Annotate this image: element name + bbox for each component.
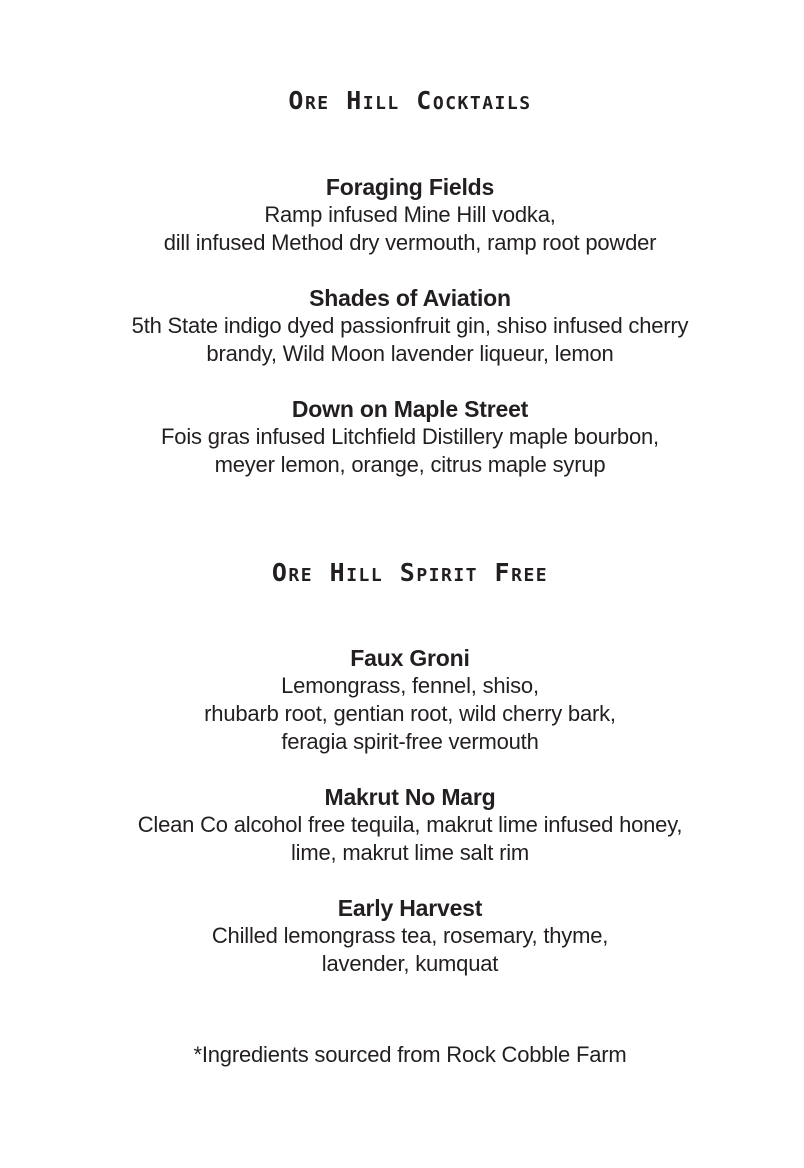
item-desc-line: feragia spirit-free vermouth bbox=[281, 729, 539, 754]
item-description bbox=[0, 672, 804, 756]
item-description bbox=[0, 312, 804, 368]
item-description bbox=[0, 201, 804, 257]
menu-item-foraging-fields bbox=[0, 173, 804, 257]
item-name: Makrut No Marg bbox=[324, 784, 496, 810]
menu-item-shades-of-aviation bbox=[0, 284, 804, 368]
item-name: Foraging Fields bbox=[325, 174, 495, 200]
item-desc-line: Chilled lemongrass tea, rosemary, thyme, bbox=[211, 923, 609, 948]
item-description bbox=[0, 811, 804, 867]
menu-item-faux-groni bbox=[0, 644, 804, 756]
menu-item-makrut-no-marg bbox=[0, 783, 804, 867]
item-desc-line: Lemongrass, fennel, shiso, bbox=[281, 673, 539, 698]
item-desc-line: rhubarb root, gentian root, wild cherry bark, bbox=[204, 701, 616, 726]
item-desc-line: lime, makrut lime salt rim bbox=[290, 840, 530, 865]
item-desc-line: Clean Co alcohol free tequila, makrut lime infused honey, bbox=[137, 812, 683, 837]
item-desc-line: dill infused Method dry vermouth, ramp root powder bbox=[163, 230, 657, 255]
footnote: *Ingredients sourced from Rock Cobble Farm bbox=[193, 1042, 627, 1067]
item-desc-line: brandy, Wild Moon lavender liqueur, lemon bbox=[206, 341, 614, 366]
item-name: Down on Maple Street bbox=[291, 396, 529, 422]
menu-item-down-on-maple-street bbox=[0, 395, 804, 479]
item-description bbox=[0, 423, 804, 479]
section-title-spirit-free: Ore Hill Spirit Free bbox=[271, 558, 549, 587]
item-desc-line: Fois gras infused Litchfield Distillery maple bourbon, bbox=[161, 424, 659, 449]
item-desc-line: meyer lemon, orange, citrus maple syrup bbox=[214, 452, 606, 477]
menu-item-early-harvest bbox=[0, 894, 804, 978]
item-name: Shades of Aviation bbox=[309, 285, 511, 311]
item-desc-line: Ramp infused Mine Hill vodka, bbox=[264, 202, 556, 227]
item-name: Faux Groni bbox=[350, 645, 470, 671]
item-desc-line: 5th State indigo dyed passionfruit gin, shiso infused cherry bbox=[131, 313, 689, 338]
section-title-cocktails: Ore Hill Cocktails bbox=[288, 86, 532, 115]
item-description bbox=[0, 922, 804, 978]
item-desc-line: lavender, kumquat bbox=[321, 951, 499, 976]
item-name: Early Harvest bbox=[337, 895, 483, 921]
